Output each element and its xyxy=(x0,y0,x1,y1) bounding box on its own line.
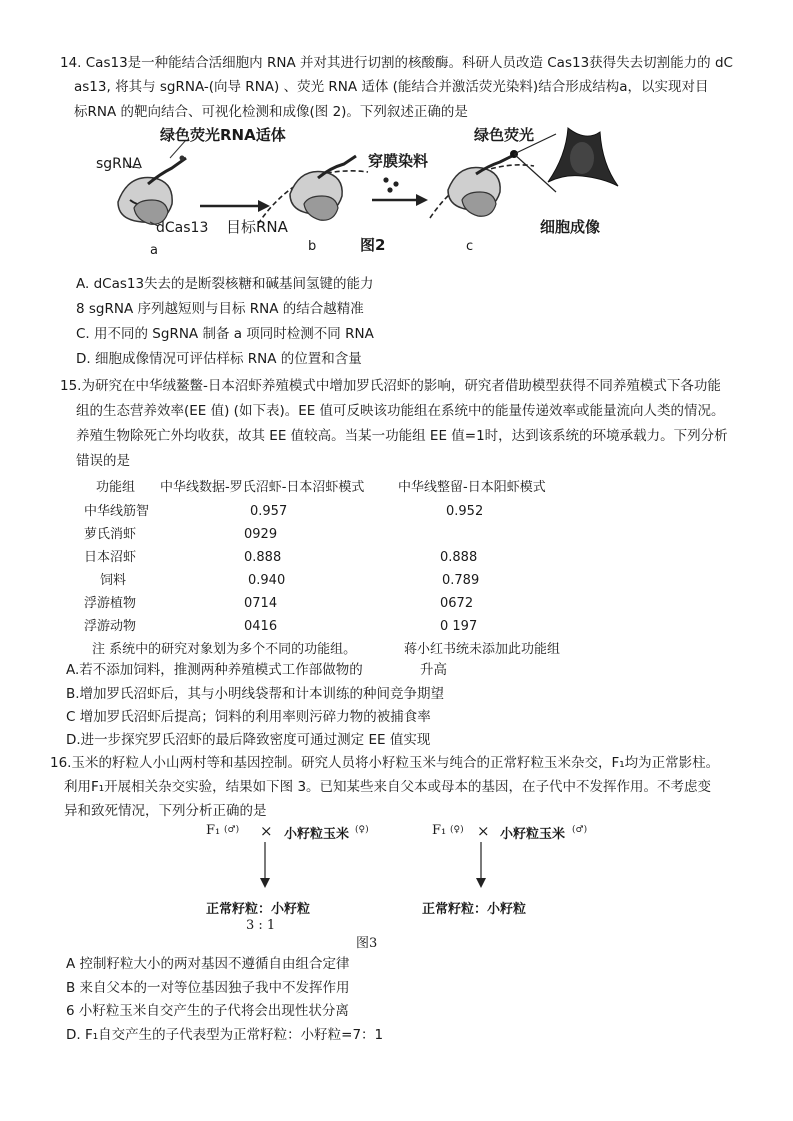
table-row-4-mode2: 0.789 xyxy=(442,573,480,588)
table-row-1-mode1: 0.957 xyxy=(250,504,288,519)
q14-option-c: C. 用不同的 SgRNA 制备 a 项同时检测不同 RNA xyxy=(76,326,374,342)
label-c: c xyxy=(466,239,474,254)
q14-stem-line3: 标RNA 的靶向结合、可视化检测和成像(图 2)。下列叙述正确的是 xyxy=(74,104,468,120)
left-f1-sex: (♂) xyxy=(224,825,240,835)
right-result: 正常籽粒：小籽粒 xyxy=(422,902,527,917)
table-header-group: 功能组 xyxy=(96,480,136,495)
table-row-2-group: 萝氏消虾 xyxy=(84,527,137,542)
q15-option-c: C 增加罗氏沼虾后提高；饲料的利用率则污碎力物的被捕食率 xyxy=(66,709,431,725)
q14-stem-line1: 14. Cas13是一种能结合活细胞内 RNA 并对其进行切割的核酸酶。科研人员改造 Cas13获得失去切割能力的 dC xyxy=(60,55,733,71)
cell-imaging-shape xyxy=(548,128,618,186)
label-dcas13: dCas13 xyxy=(156,220,209,236)
figure-2 xyxy=(90,124,640,264)
table-row-4-group: 饲料 xyxy=(100,573,127,588)
q15-stem-line3: 养殖生物除死亡外均收获，故其 EE 值较高。当某一功能组 EE 值=1时，达到该系统的环境承载力。下列分析 xyxy=(76,428,728,444)
left-ratio: 3 : 1 xyxy=(246,918,276,933)
q15-stem-line2: 组的生态营养效率(EE 值) (如下表)。EE 值可反映该功能组在系统中的能量传递效率或能量流向人类的情况。 xyxy=(76,403,725,419)
left-cross-sign: × xyxy=(260,822,273,840)
right-cross-sign: × xyxy=(477,822,490,840)
q14-option-d: D. 细胞成像情况可评估样标 RNA 的位置和含量 xyxy=(76,351,362,367)
table-row-1-group: 中华线筋智 xyxy=(84,504,150,519)
right-parent-sex: (♂) xyxy=(572,825,588,835)
table-header-mode1: 中华线数据-罗氏沼虾-日本沼虾模式 xyxy=(160,480,365,495)
table-row-5-mode1: 0714 xyxy=(244,596,278,611)
table-row-6-mode2: 0 197 xyxy=(440,619,478,634)
q14-option-a: A. dCas13失去的是断裂核糖和碱基间氢键的能力 xyxy=(76,276,374,292)
table-row-5-mode2: 0672 xyxy=(440,596,474,611)
label-figure-3: 图3 xyxy=(356,936,378,951)
arrow-a-to-b xyxy=(200,200,270,212)
label-b: b xyxy=(308,239,317,254)
left-parent-sex: (♀) xyxy=(355,825,369,835)
q15-option-d: D.进一步探究罗氏沼虾的最后降致密度可通过测定 EE 值实现 xyxy=(66,732,431,748)
table-row-4-mode1: 0.940 xyxy=(248,573,286,588)
q16-stem-line1: 16.玉米的籽粒人小山两村等和基因控制。研究人员将小籽粒玉米与纯合的正常籽粒玉米杂交，F₁均为正常影柱。 xyxy=(50,755,720,771)
left-result: 正常籽粒：小籽粒 xyxy=(206,902,311,917)
q15-stem-line1: 15.为研究在中华绒鳌鳖-日本沼虾养殖模式中增加罗氏沼虾的影响，研究者借助模型获得不同养殖模式下各功能 xyxy=(60,378,721,394)
left-arrow xyxy=(258,842,272,888)
label-sgrna: sgRNA xyxy=(96,156,142,172)
right-arrow xyxy=(474,842,488,888)
table-note-right: 蒋小红书统未添加此功能组 xyxy=(404,642,561,657)
table-row-3-mode2: 0.888 xyxy=(440,550,478,565)
q15-option-a: A.若不添加饲料，推测两种养殖模式工作部做物的 xyxy=(66,662,363,678)
label-cell-imaging: 细胞成像 xyxy=(540,218,601,236)
leader-fluor-bottom xyxy=(514,154,556,192)
q14-stem-line2: as13, 将其与 sgRNA-(向导 RNA) 、荧光 RNA 适体 (能结合并激活荧光染料)结合形成结构a，以实现对目 xyxy=(74,79,709,95)
arrow-b-to-c xyxy=(372,194,428,206)
dye-dots xyxy=(383,177,398,192)
q16-option-a: A 控制籽粒大小的两对基因不遵循自由组合定律 xyxy=(66,956,350,972)
label-figure-2: 图2 xyxy=(360,236,386,254)
q16-option-b: B 来自父本的一对等位基因独子我中不发挥作用 xyxy=(66,980,350,996)
table-row-6-mode1: 0416 xyxy=(244,619,278,634)
label-dye: 穿膜染料 xyxy=(368,152,429,170)
table-note-left: 注 系统中的研究对象划为多个不同的功能组。 xyxy=(92,642,357,657)
table-row-6-group: 浮游动物 xyxy=(84,619,137,634)
table-row-3-mode1: 0.888 xyxy=(244,550,282,565)
q16-stem-line3: 异和致死情况，下列分析正确的是 xyxy=(64,803,267,819)
table-row-2-mode1: 0929 xyxy=(244,527,278,542)
label-target-rna: 目标RNA xyxy=(226,218,288,236)
table-row-1-mode2: 0.952 xyxy=(446,504,484,519)
left-parent: 小籽粒玉米 xyxy=(284,827,350,842)
label-aptamer: 绿色荧光RNA适体 xyxy=(160,126,286,144)
panel-c-structure xyxy=(430,150,534,218)
right-f1: F₁ xyxy=(432,823,447,838)
table-header-mode2: 中华线整留-日本阳虾模式 xyxy=(398,480,546,495)
q16-option-d: D. F₁自交产生的子代表型为正常籽粒：小籽粒=7：1 xyxy=(66,1027,384,1043)
q15-option-a-tail: 升高 xyxy=(420,662,447,678)
label-green-fluor: 绿色荧光 xyxy=(474,126,535,144)
q16-option-c: 6 小籽粒玉米自交产生的子代将会出现性状分离 xyxy=(66,1003,349,1019)
panel-b-structure xyxy=(258,156,368,224)
q16-stem-line2: 利用F₁开展相关杂交实验，结果如下图 3。已知某些来自父本或母本的基因，在子代中不发挥作用。不考虑变 xyxy=(64,779,712,795)
table-row-5-group: 浮游植物 xyxy=(84,596,137,611)
left-f1: F₁ xyxy=(206,823,221,838)
q14-option-b: 8 sgRNA 序列越短则与目标 RNA 的结合越精准 xyxy=(76,301,364,317)
right-f1-sex: (♀) xyxy=(450,825,464,835)
right-parent: 小籽粒玉米 xyxy=(500,827,566,842)
q15-option-b: B.增加罗氏沼虾后，其与小明线袋帮和计本训练的种间竞争期望 xyxy=(66,686,445,702)
table-row-3-group: 日本沼虾 xyxy=(84,550,137,565)
label-a: a xyxy=(150,243,158,258)
q15-stem-line4: 错误的是 xyxy=(76,453,130,469)
